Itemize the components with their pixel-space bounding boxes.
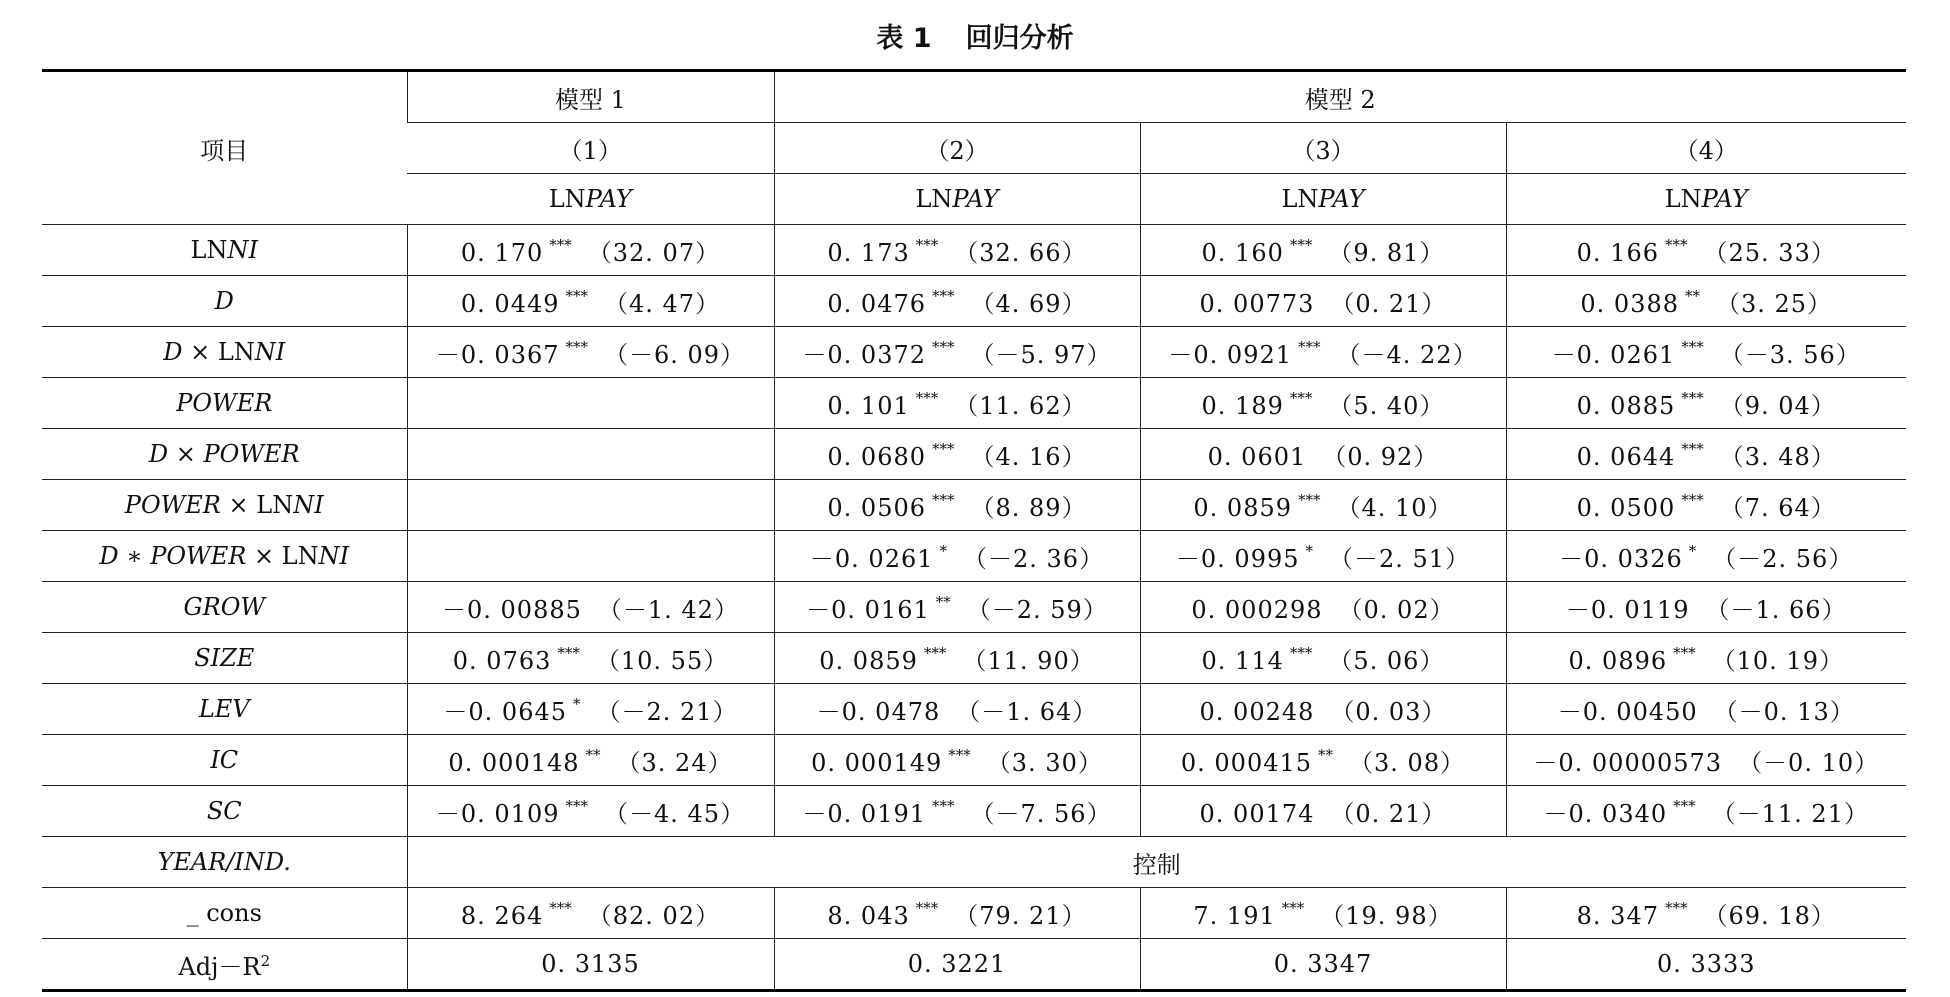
- t-statistic: （3. 25）: [1716, 289, 1833, 318]
- t-statistic: （－11. 21）: [1711, 799, 1869, 828]
- coefficient: －0. 0326: [1559, 544, 1683, 573]
- adj-r2-value: 0. 3221: [774, 939, 1140, 991]
- table-row: [42, 276, 1906, 327]
- table-cell: [1140, 888, 1506, 939]
- coefficient: 0. 000298: [1191, 595, 1323, 624]
- row-label-part: GROW: [183, 593, 266, 621]
- significance-stars: ***: [932, 337, 955, 356]
- table-cell: [407, 429, 774, 480]
- table-row: [42, 327, 1906, 378]
- significance-stars: *: [1688, 541, 1697, 560]
- coefficient: －0. 0995: [1175, 544, 1300, 573]
- t-statistic: （4. 16）: [970, 442, 1087, 471]
- table-cell: [1506, 633, 1906, 684]
- significance-stars: ***: [932, 439, 955, 458]
- table-cell: [774, 786, 1140, 837]
- dep-var-name: PAY: [1701, 185, 1748, 213]
- row-label-part: SIZE: [194, 644, 255, 672]
- header-model-2: 模型 2: [774, 71, 1906, 123]
- coefficient: －0. 00000573: [1533, 748, 1723, 777]
- dep-var-name: PAY: [952, 185, 999, 213]
- coefficient: －0. 00450: [1557, 697, 1698, 726]
- t-statistic: （9. 81）: [1328, 238, 1445, 267]
- t-statistic: （－7. 56）: [970, 799, 1112, 828]
- coefficient: 0. 189: [1201, 391, 1284, 420]
- table-cell: [1140, 531, 1506, 582]
- row-label-part: POWER: [150, 542, 247, 570]
- t-statistic: （11. 90）: [962, 646, 1095, 675]
- header-item: 项目: [200, 136, 249, 165]
- significance-stars: ***: [915, 388, 939, 407]
- row-label-part: SC: [206, 797, 242, 825]
- table-cell: [774, 531, 1140, 582]
- table-cell: [1506, 786, 1906, 837]
- table-cell: [407, 480, 774, 531]
- t-statistic: （25. 33）: [1703, 238, 1836, 267]
- coefficient: 0. 00174: [1199, 799, 1315, 828]
- t-statistic: （9. 04）: [1719, 391, 1836, 420]
- table-cell: [407, 633, 774, 684]
- dep-var-prefix: LN: [1664, 185, 1702, 213]
- significance-stars: ***: [1681, 337, 1704, 356]
- table-row: [42, 480, 1906, 531]
- table-cell: [774, 276, 1140, 327]
- coefficient: 0. 0506: [827, 493, 927, 522]
- adj-r2-value: 0. 3333: [1506, 939, 1906, 991]
- row-label-part: ×: [168, 440, 204, 468]
- significance-stars: **: [1318, 745, 1334, 764]
- t-statistic: （4. 69）: [970, 289, 1087, 318]
- significance-stars: ***: [1289, 235, 1313, 254]
- t-statistic: （82. 02）: [587, 901, 721, 930]
- header-row-models: [42, 71, 1906, 123]
- controls-value: 控制: [407, 837, 1906, 888]
- coefficient: 8. 264: [460, 901, 544, 930]
- coefficient: 0. 0601: [1207, 442, 1307, 471]
- table-cell: [774, 429, 1140, 480]
- row-label-part: D: [163, 338, 183, 366]
- table-cell: [774, 225, 1140, 276]
- table-cell: [1140, 582, 1506, 633]
- row-label-part: × LN: [220, 491, 294, 519]
- table-cell: [774, 480, 1140, 531]
- row-label: [42, 480, 407, 531]
- significance-stars: *: [939, 541, 948, 560]
- table-row: [42, 786, 1906, 837]
- significance-stars: **: [1685, 286, 1701, 305]
- table-row: [42, 633, 1906, 684]
- significance-stars: ***: [1298, 337, 1321, 356]
- table-cell: [1140, 480, 1506, 531]
- table-cell: [1506, 684, 1906, 735]
- coefficient: 0. 00248: [1199, 697, 1315, 726]
- significance-stars: **: [935, 592, 951, 611]
- row-label: [42, 582, 407, 633]
- significance-stars: ***: [1681, 388, 1704, 407]
- table-cell: [1506, 582, 1906, 633]
- cons-row: [42, 888, 1906, 939]
- adj-r2-row: [42, 939, 1906, 991]
- significance-stars: *: [573, 694, 581, 713]
- row-label-part: × LN: [246, 542, 319, 570]
- significance-stars: ***: [1681, 490, 1704, 509]
- table-row: [42, 735, 1906, 786]
- coefficient: 7. 191: [1193, 901, 1276, 930]
- controls-row: [42, 837, 1906, 888]
- table-title: [0, 14, 1950, 64]
- significance-stars: ***: [932, 490, 955, 509]
- row-label-part: NI: [293, 491, 324, 519]
- significance-stars: ***: [1665, 898, 1688, 917]
- table-cell: [1506, 276, 1906, 327]
- coefficient: 0. 170: [460, 238, 544, 267]
- row-label: [42, 531, 407, 582]
- table-cell: [1140, 684, 1506, 735]
- t-statistic: （－6. 09）: [604, 340, 746, 369]
- row-label: [42, 378, 407, 429]
- row-label: [42, 939, 407, 991]
- t-statistic: （32. 66）: [954, 238, 1087, 267]
- t-statistic: （－0. 10）: [1738, 748, 1880, 777]
- row-label-part: POWER: [176, 389, 273, 417]
- dep-var-3: [1140, 174, 1506, 225]
- table-cell: [1506, 735, 1906, 786]
- t-statistic: （0. 02）: [1338, 595, 1455, 624]
- table-cell: [1140, 378, 1506, 429]
- dep-var-prefix: LN: [548, 185, 586, 213]
- coefficient: 0. 0763: [452, 646, 552, 675]
- table-cell: [407, 888, 774, 939]
- table-cell: [774, 888, 1140, 939]
- coefficient: 0. 000415: [1180, 748, 1313, 777]
- coefficient: 0. 173: [827, 238, 910, 267]
- coefficient: 0. 0680: [827, 442, 927, 471]
- table-cell: [1506, 327, 1906, 378]
- row-label: [42, 225, 407, 276]
- t-statistic: （－2. 56）: [1712, 544, 1854, 573]
- significance-stars: ***: [565, 796, 589, 815]
- regression-table-body: [42, 71, 1906, 991]
- significance-stars: **: [585, 745, 601, 764]
- table-row: [42, 378, 1906, 429]
- dep-var-prefix: LN: [1281, 185, 1319, 213]
- table-cell: [774, 633, 1140, 684]
- coefficient: －0. 0645: [443, 697, 568, 726]
- significance-stars: ***: [565, 337, 589, 356]
- t-statistic: （－2. 51）: [1329, 544, 1471, 573]
- row-label-part: LEV: [198, 695, 250, 723]
- coefficient: －0. 0161: [806, 595, 930, 624]
- table-cell: [1140, 327, 1506, 378]
- coefficient: 0. 0896: [1568, 646, 1668, 675]
- table-cell: [1140, 276, 1506, 327]
- t-statistic: （69. 18）: [1703, 901, 1836, 930]
- coefficient: －0. 0261: [1551, 340, 1676, 369]
- header-col-1: （1）: [407, 123, 774, 174]
- significance-stars: ***: [549, 235, 572, 254]
- table-number: 表 1: [876, 23, 932, 54]
- row-label-part: NI: [254, 338, 286, 366]
- row-label: [42, 684, 407, 735]
- table-cell: [407, 276, 774, 327]
- t-statistic: （3. 08）: [1349, 748, 1466, 777]
- coefficient: －0. 00885: [442, 595, 582, 624]
- coefficient: 0. 166: [1576, 238, 1659, 267]
- row-label-part: ∗: [118, 542, 151, 570]
- coefficient: 0. 114: [1201, 646, 1284, 675]
- significance-stars: ***: [1289, 643, 1313, 662]
- table-cell: [407, 582, 774, 633]
- adj-r2-value: 0. 3135: [407, 939, 774, 991]
- t-statistic: （4. 10）: [1336, 493, 1453, 522]
- significance-stars: ***: [557, 643, 580, 662]
- dep-var-4: [1506, 174, 1906, 225]
- table-cell: [1506, 378, 1906, 429]
- t-statistic: （－4. 45）: [604, 799, 746, 828]
- row-label-part: POWER: [124, 491, 221, 519]
- t-statistic: （19. 98）: [1320, 901, 1453, 930]
- table-cell: [1506, 888, 1906, 939]
- t-statistic: （－2. 21）: [596, 697, 738, 726]
- coefficient: 0. 0644: [1576, 442, 1676, 471]
- t-statistic: （32. 07）: [587, 238, 721, 267]
- t-statistic: （5. 06）: [1328, 646, 1445, 675]
- table-cell: [774, 378, 1140, 429]
- table-cell: [407, 684, 774, 735]
- table-cell: [407, 327, 774, 378]
- adj-r2-value: 0. 3347: [1140, 939, 1506, 991]
- t-statistic: （－1. 64）: [956, 697, 1098, 726]
- header-col-4: （4）: [1506, 123, 1906, 174]
- significance-stars: ***: [923, 643, 947, 662]
- significance-stars: ***: [1665, 235, 1688, 254]
- coefficient: －0. 0191: [802, 799, 927, 828]
- row-label-part: D: [148, 440, 169, 468]
- header-col-2: （2）: [774, 123, 1140, 174]
- significance-stars: ***: [549, 898, 572, 917]
- significance-stars: ***: [915, 898, 939, 917]
- significance-stars: ***: [915, 235, 939, 254]
- row-label-part: NI: [318, 542, 350, 570]
- significance-stars: ***: [1281, 898, 1305, 917]
- table-row: [42, 531, 1906, 582]
- row-label-part: LN: [190, 236, 228, 264]
- table-cell: [1506, 531, 1906, 582]
- coefficient: －0. 0478: [816, 697, 941, 726]
- t-statistic: （10. 19）: [1711, 646, 1844, 675]
- coefficient: 8. 347: [1576, 901, 1659, 930]
- table-cell: [1140, 633, 1506, 684]
- dep-var-1: [407, 174, 774, 225]
- table-cell: [1506, 429, 1906, 480]
- coefficient: 8. 043: [827, 901, 910, 930]
- dep-var-name: PAY: [1318, 185, 1365, 213]
- row-label: _ cons: [42, 888, 407, 939]
- t-statistic: （－1. 66）: [1705, 595, 1847, 624]
- table-cell: [1140, 735, 1506, 786]
- dep-var-prefix: LN: [915, 185, 953, 213]
- significance-stars: ***: [1681, 439, 1704, 458]
- significance-stars: ***: [1289, 388, 1313, 407]
- row-label-part: D: [214, 287, 234, 315]
- table-cell: [407, 225, 774, 276]
- significance-stars: ***: [1673, 643, 1696, 662]
- coefficient: 0. 000148: [448, 748, 580, 777]
- coefficient: 0. 0388: [1580, 289, 1680, 318]
- coefficient: －0. 0109: [435, 799, 560, 828]
- header-col-3: （3）: [1140, 123, 1506, 174]
- t-statistic: （3. 48）: [1719, 442, 1836, 471]
- row-label-part: D: [99, 542, 119, 570]
- significance-stars: ***: [565, 286, 589, 305]
- t-statistic: （0. 21）: [1330, 799, 1447, 828]
- table-row: [42, 429, 1906, 480]
- table-cell: [1140, 225, 1506, 276]
- table-row: [42, 225, 1906, 276]
- t-statistic: （－2. 36）: [963, 544, 1105, 573]
- coefficient: 0. 0859: [819, 646, 918, 675]
- row-label: [42, 786, 407, 837]
- significance-stars: ***: [932, 796, 955, 815]
- coefficient: 0. 0476: [827, 289, 927, 318]
- coefficient: 0. 0859: [1193, 493, 1293, 522]
- coefficient: －0. 0340: [1543, 799, 1668, 828]
- coefficient: －0. 0119: [1565, 595, 1690, 624]
- row-label-part: × LN: [182, 338, 255, 366]
- coefficient: 0. 00773: [1199, 289, 1315, 318]
- row-label-part: POWER: [203, 440, 300, 468]
- row-label: [42, 735, 407, 786]
- t-statistic: （－4. 22）: [1336, 340, 1478, 369]
- dep-var-2: [774, 174, 1140, 225]
- row-label: [42, 429, 407, 480]
- t-statistic: （－0. 13）: [1713, 697, 1855, 726]
- row-label-part: IC: [210, 746, 239, 774]
- t-statistic: （11. 62）: [954, 391, 1087, 420]
- coefficient: －0. 0372: [802, 340, 927, 369]
- t-statistic: （79. 21）: [954, 901, 1087, 930]
- coefficient: 0. 160: [1201, 238, 1284, 267]
- table-cell: [774, 684, 1140, 735]
- table-cell: [1140, 786, 1506, 837]
- table-cell: [1506, 480, 1906, 531]
- table-row: [42, 684, 1906, 735]
- table-cell: [407, 378, 774, 429]
- t-statistic: （10. 55）: [595, 646, 729, 675]
- row-label-part: NI: [227, 236, 258, 264]
- table-cell: [407, 735, 774, 786]
- t-statistic: （－3. 56）: [1719, 340, 1861, 369]
- t-statistic: （－5. 97）: [970, 340, 1112, 369]
- coefficient: 0. 000149: [811, 748, 943, 777]
- t-statistic: （0. 21）: [1330, 289, 1447, 318]
- header-model-1: 模型 1: [407, 71, 774, 123]
- t-statistic: （－2. 59）: [966, 595, 1108, 624]
- table-cell: [774, 735, 1140, 786]
- table-cell: [1140, 429, 1506, 480]
- adj-r2-label: Adj－R: [178, 952, 261, 981]
- coefficient: －0. 0367: [435, 340, 560, 369]
- significance-stars: ***: [948, 745, 971, 764]
- coefficient: 0. 0449: [460, 289, 560, 318]
- t-statistic: （0. 03）: [1330, 697, 1447, 726]
- coefficient: 0. 101: [827, 391, 910, 420]
- t-statistic: （3. 30）: [986, 748, 1103, 777]
- coefficient: 0. 0885: [1576, 391, 1676, 420]
- t-statistic: （－1. 42）: [597, 595, 739, 624]
- table-cell: [774, 327, 1140, 378]
- t-statistic: （0. 92）: [1322, 442, 1439, 471]
- table-cell: [774, 582, 1140, 633]
- table-caption: 回归分析: [965, 23, 1074, 54]
- significance-stars: ***: [1298, 490, 1321, 509]
- t-statistic: （7. 64）: [1719, 493, 1836, 522]
- t-statistic: （5. 40）: [1328, 391, 1445, 420]
- table-row: [42, 582, 1906, 633]
- coefficient: －0. 0261: [809, 544, 934, 573]
- dep-var-name: PAY: [585, 185, 632, 213]
- significance-stars: ***: [932, 286, 955, 305]
- coefficient: －0. 0921: [1168, 340, 1293, 369]
- row-label: [42, 327, 407, 378]
- significance-stars: *: [1305, 541, 1314, 560]
- t-statistic: （8. 89）: [970, 493, 1087, 522]
- coefficient: 0. 0500: [1576, 493, 1676, 522]
- adj-r2-superscript: 2: [260, 951, 271, 970]
- table-cell: [1506, 225, 1906, 276]
- t-statistic: （3. 24）: [616, 748, 733, 777]
- significance-stars: ***: [1673, 796, 1696, 815]
- table-cell: [407, 786, 774, 837]
- row-label: [42, 633, 407, 684]
- row-label: YEAR/IND.: [42, 837, 407, 888]
- row-label: [42, 276, 407, 327]
- regression-table: [42, 69, 1906, 992]
- t-statistic: （4. 47）: [604, 289, 721, 318]
- table-cell: [407, 531, 774, 582]
